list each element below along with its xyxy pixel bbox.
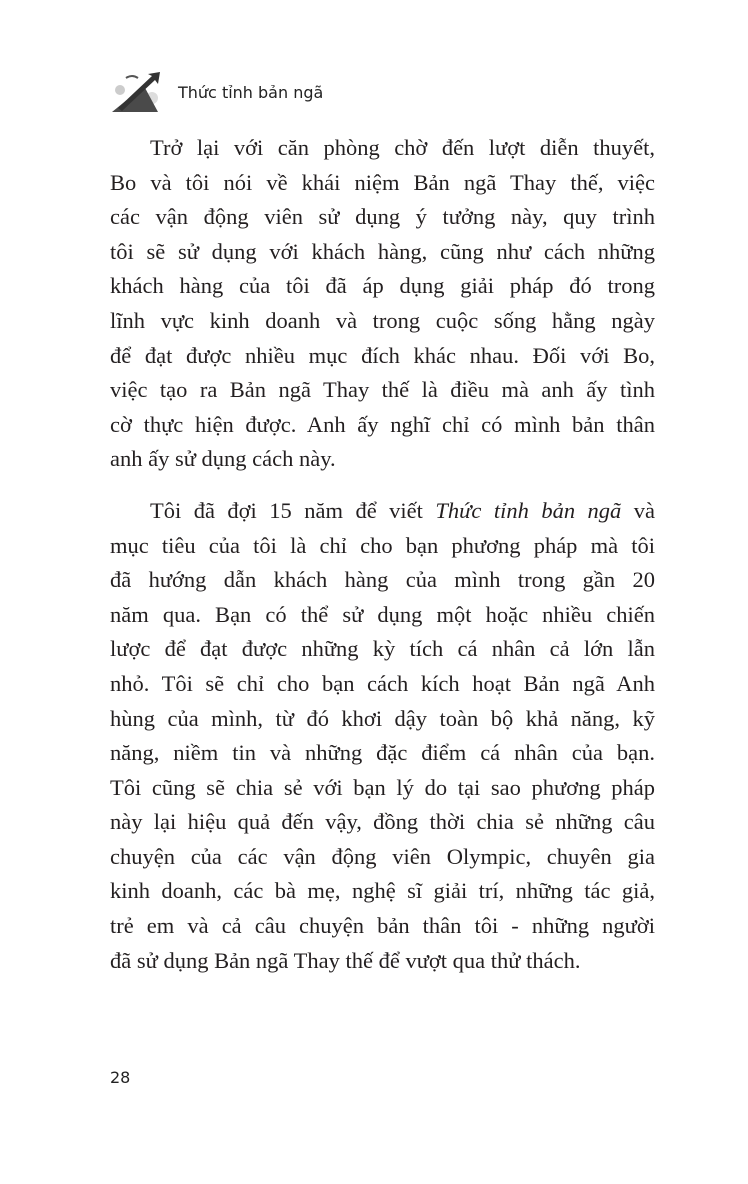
text-line: năm qua. Bạn có thể sử dụng một hoặc nhiều chiến bbox=[110, 601, 655, 627]
text-line: đã hướng dẫn khách hàng của mình trong gần 20 bbox=[110, 567, 655, 593]
text-line: cờ thực hiện được. Anh ấy nghĩ chỉ có mình bản thân bbox=[110, 411, 655, 437]
text-line: lĩnh vực kinh doanh và trong cuộc sống hằng ngày bbox=[110, 307, 655, 333]
text-line bbox=[110, 494, 655, 529]
text-line: anh ấy sử dụng cách này. bbox=[110, 446, 336, 472]
text-line: mục tiêu của tôi là chỉ cho bạn phương pháp mà tôi bbox=[110, 532, 655, 558]
text-line: việc tạo ra Bản ngã Thay thế là điều mà anh ấy tình bbox=[110, 377, 655, 403]
text-line: để đạt được nhiều mục đích khác nhau. Đối với Bo, bbox=[110, 342, 655, 368]
book-title-italic: Thức tỉnh bản ngã bbox=[435, 497, 622, 523]
page-number: 28 bbox=[110, 1068, 131, 1087]
text-line: tôi sẽ sử dụng với khách hàng, cũng như cách những bbox=[110, 238, 655, 264]
text-line: Trở lại với căn phòng chờ đến lượt diễn thuyết, bbox=[150, 135, 655, 160]
text-line: đã sử dụng Bản ngã Thay thế để vượt qua thử thách. bbox=[110, 947, 581, 973]
mountain-arrow-logo-icon bbox=[108, 70, 164, 114]
text-line: chuyện của các vận động viên Olympic, chuyên gia bbox=[110, 843, 655, 869]
text-line: năng, niềm tin và những đặc điểm cá nhân của bạn. bbox=[110, 740, 655, 766]
text-line: lược để đạt được những kỳ tích cá nhân cả lớn lẫn bbox=[110, 636, 655, 662]
text-span: Tôi đã đợi 15 năm để viết bbox=[150, 497, 436, 523]
text-line: nhỏ. Tôi sẽ chỉ cho bạn cách kích hoạt Bản ngã Anh bbox=[110, 670, 655, 696]
paragraph-1 bbox=[110, 131, 655, 477]
body-text bbox=[110, 131, 655, 978]
text-line: Bo và tôi nói về khái niệm Bản ngã Thay thế, việc bbox=[110, 169, 655, 195]
running-title: Thức tỉnh bản ngã bbox=[178, 82, 324, 102]
text-line: kinh doanh, các bà mẹ, nghệ sĩ giải trí, những tác giả, bbox=[110, 878, 655, 904]
text-line: các vận động viên sử dụng ý tưởng này, quy trình bbox=[110, 204, 655, 230]
text-line: khách hàng của tôi đã áp dụng giải pháp đó trong bbox=[110, 273, 655, 299]
running-header bbox=[108, 70, 323, 114]
paragraph-2 bbox=[110, 494, 655, 978]
text-line: này lại hiệu quả đến vậy, đồng thời chia sẻ những câu bbox=[110, 809, 655, 835]
text-line: Tôi cũng sẽ chia sẻ với bạn lý do tại sao phương pháp bbox=[110, 774, 655, 800]
text-line: trẻ em và cả câu chuyện bản thân tôi - những người bbox=[110, 913, 655, 939]
text-span: và bbox=[621, 497, 655, 523]
text-line: hùng của mình, từ đó khơi dậy toàn bộ khả năng, kỹ bbox=[110, 705, 655, 731]
